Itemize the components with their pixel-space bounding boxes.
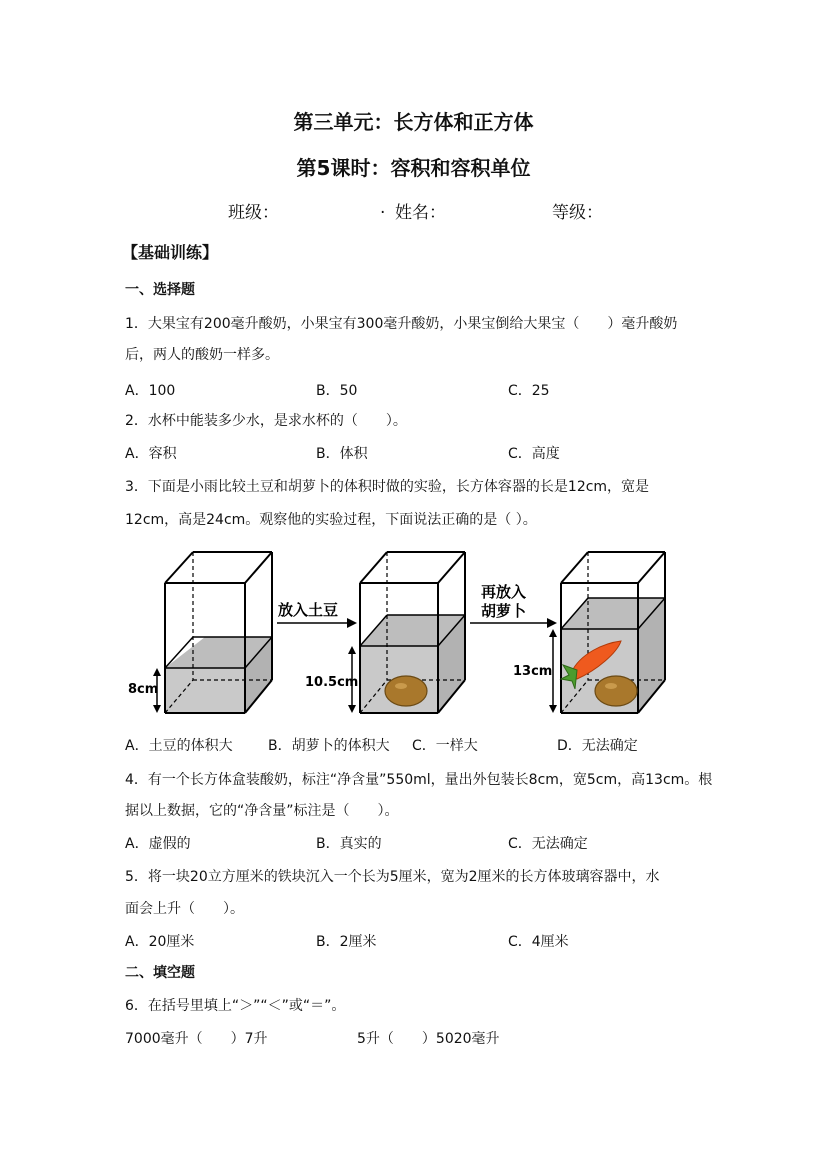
q2-line1: 2．水杯中能装多少水，是求水杯的（ ）。 bbox=[125, 413, 407, 429]
q5-option-a: A．20厘米 bbox=[125, 934, 195, 950]
q1-option-a: A．100 bbox=[125, 383, 176, 399]
q5-line2: 面会上升（ ）。 bbox=[125, 901, 244, 917]
arrow2-label-line1: 再放入 bbox=[481, 583, 527, 601]
part1-heading: 一、选择题 bbox=[125, 282, 195, 298]
q6-item2: 5升（ ）5020毫升 bbox=[357, 1031, 500, 1047]
experiment-figure bbox=[125, 545, 675, 720]
class-label: 班级： bbox=[228, 203, 279, 223]
q5-option-c: C．4厘米 bbox=[508, 934, 569, 950]
unit-title: 第三单元：长方体和正方体 bbox=[293, 110, 534, 134]
lesson-title: 第5课时：容积和容积单位 bbox=[296, 156, 531, 180]
q1-option-b: B．50 bbox=[316, 383, 358, 399]
potato-icon bbox=[385, 676, 427, 706]
arrow2-head bbox=[547, 618, 557, 628]
q2-option-b: B．体积 bbox=[316, 446, 368, 462]
q3-option-d: D．无法确定 bbox=[557, 738, 638, 754]
part2-heading: 二、填空题 bbox=[125, 965, 195, 981]
q4-line2: 据以上数据，它的“净含量”标注是（ ）。 bbox=[125, 803, 399, 819]
q1-option-c: C．25 bbox=[508, 383, 550, 399]
container-1 bbox=[153, 552, 272, 713]
arrow1-label: 放入土豆 bbox=[278, 601, 339, 619]
label-10-5cm: 10.5cm bbox=[305, 675, 359, 690]
section-basic-training: 【基础训练】 bbox=[122, 243, 219, 262]
container-3 bbox=[549, 552, 665, 713]
q1-line1: 1．大果宝有200毫升酸奶，小果宝有300毫升酸奶，小果宝倒给大果宝（ ）毫升酸奶 bbox=[125, 316, 678, 332]
q6-item1: 7000毫升（ ）7升 bbox=[125, 1031, 268, 1047]
potato-icon-2 bbox=[595, 676, 637, 706]
q3-option-b: B．胡萝卜的体积大 bbox=[268, 738, 390, 754]
q3-option-c: C．一样大 bbox=[412, 738, 478, 754]
q5-option-b: B．2厘米 bbox=[316, 934, 377, 950]
name-label: 姓名： bbox=[395, 203, 446, 223]
q5-line1: 5．将一块20立方厘米的铁块沉入一个长为5厘米，宽为2厘米的长方体玻璃容器中，水 bbox=[125, 869, 660, 885]
q3-option-a: A．土豆的体积大 bbox=[125, 738, 233, 754]
q1-line2: 后，两人的酸奶一样多。 bbox=[125, 347, 279, 363]
label-13cm: 13cm bbox=[513, 664, 553, 679]
q3-line1: 3．下面是小雨比较土豆和胡萝卜的体积时做的实验，长方体容器的长是12cm，宽是 bbox=[125, 479, 650, 495]
q6-line1: 6．在括号里填上“＞”“＜”或“＝”。 bbox=[125, 998, 346, 1014]
q3-line2: 12cm，高是24cm。观察他的实验过程，下面说法正确的是（ ）。 bbox=[125, 512, 537, 528]
q4-option-a: A．虚假的 bbox=[125, 836, 191, 852]
label-8cm: 8cm bbox=[128, 682, 159, 697]
container-2 bbox=[348, 552, 465, 713]
q2-option-a: A．容积 bbox=[125, 446, 177, 462]
q4-line1: 4．有一个长方体盒装酸奶，标注“净含量”550ml，量出外包装长8cm，宽5cm，高13cm。根 bbox=[125, 772, 713, 788]
q4-option-b: B．真实的 bbox=[316, 836, 382, 852]
q4-option-c: C．无法确定 bbox=[508, 836, 588, 852]
q2-option-c: C．高度 bbox=[508, 446, 560, 462]
arrow2-label-line2: 胡萝卜 bbox=[481, 602, 527, 620]
arrow1-head bbox=[347, 618, 357, 628]
dot-separator: . bbox=[380, 198, 386, 218]
grade-label: 等级： bbox=[552, 203, 603, 223]
